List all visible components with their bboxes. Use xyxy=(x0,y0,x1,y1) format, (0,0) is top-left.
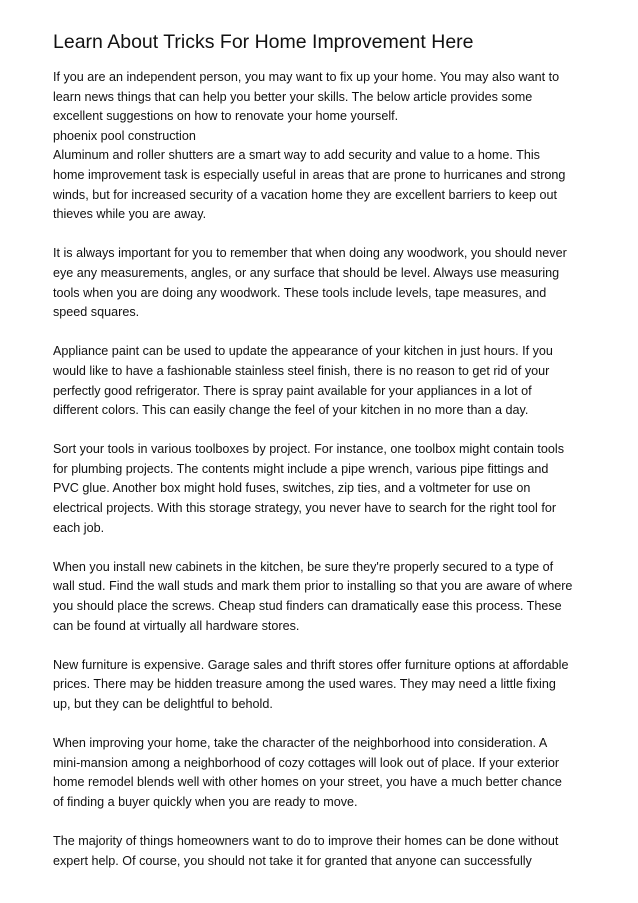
text-line: phoenix pool construction xyxy=(53,128,196,143)
text-line: would like to have a fashionable stainless steel finish, there is no reason to get rid of your xyxy=(53,363,550,378)
text-line: can be found at virtually all hardware stores. xyxy=(53,618,300,633)
text-line: home remodel blends well with other homes on your street, you have a much better chance xyxy=(53,775,562,790)
text-line: different colors. This can easily change the feel of your kitchen in no more than a day. xyxy=(53,403,529,418)
text-line: wall stud. Find the wall studs and mark them prior to installing so that you are aware of where xyxy=(53,579,573,594)
paragraph xyxy=(53,244,587,322)
text-line: The majority of things homeowners want to do to improve their homes can be done without xyxy=(53,834,559,849)
paragraph xyxy=(53,558,587,636)
text-line: home improvement task is especially useful in areas that are prone to hurricanes and strong xyxy=(53,167,566,182)
paragraph xyxy=(53,342,587,420)
text-line: If you are an independent person, you may want to fix up your home. You may also want to xyxy=(53,70,560,84)
text-line: When you install new cabinets in the kitchen, be sure they're properly secured to a type of xyxy=(53,559,554,574)
text-line: prices. There may be hidden treasure among the used wares. They may need a little fixing xyxy=(53,677,556,692)
text-line: Sort your tools in various toolboxes by project. For instance, one toolbox might contain tools xyxy=(53,442,565,457)
text-line: up, but they can be delightful to behold. xyxy=(53,697,273,711)
paragraph xyxy=(53,734,587,812)
text-line: of finding a buyer quickly when you are ready to move. xyxy=(53,794,358,809)
text-line: PVC glue. Another box might hold fuses, switches, zip ties, and a voltmeter for use on xyxy=(53,481,531,496)
paragraph xyxy=(53,656,587,715)
paragraph xyxy=(53,440,587,538)
text-line: Appliance paint can be used to update the appearance of your kitchen in just hours. If you xyxy=(53,344,553,359)
text-line: New furniture is expensive. Garage sales and thrift stores offer furniture options at affordable xyxy=(53,657,569,672)
paragraph xyxy=(53,68,587,225)
text-line: learn news things that can help you better your skills. The below article provides some xyxy=(53,89,533,104)
text-line: each job. xyxy=(53,520,105,535)
text-line: expert help. Of course, you should not take it for granted that anyone can successfully xyxy=(53,853,532,868)
text-line: thieves while you are away. xyxy=(53,207,207,222)
text-line: Aluminum and roller shutters are a smart way to add security and value to a home. This xyxy=(53,148,540,163)
paragraph xyxy=(53,832,587,871)
text-line: for plumbing projects. The contents might include a pipe wrench, various pipe fittings and xyxy=(53,461,549,476)
document-body xyxy=(53,68,587,891)
text-line: speed squares. xyxy=(53,305,140,320)
text-line: When improving your home, take the character of the neighborhood into consideration. A xyxy=(53,736,548,751)
text-line: tools when you are doing any woodwork. These tools include levels, tape measures, and xyxy=(53,285,547,300)
text-line: excellent suggestions on how to renovate your home yourself. xyxy=(53,109,399,124)
text-line: mini-mansion among a neighborhood of cozy cottages will look out of place. If your exterior xyxy=(53,755,560,770)
text-line: electrical projects. With this storage strategy, you never have to search for the right tool for xyxy=(53,501,557,516)
text-line: you should place the screws. Cheap stud finders can dramatically ease this process. These xyxy=(53,599,562,614)
text-line: perfectly good refrigerator. There is spray paint available for your appliances in a lot of xyxy=(53,383,532,398)
document-title: Learn About Tricks For Home Improvement Here xyxy=(53,31,474,53)
text-line: It is always important for you to remember that when doing any woodwork, you should never xyxy=(53,246,567,261)
text-line: winds, but for increased security of a vacation home they are excellent barriers to keep out xyxy=(53,187,558,202)
text-line: eye any measurements, angles, or any surface that should be level. Always use measuring xyxy=(53,265,560,280)
